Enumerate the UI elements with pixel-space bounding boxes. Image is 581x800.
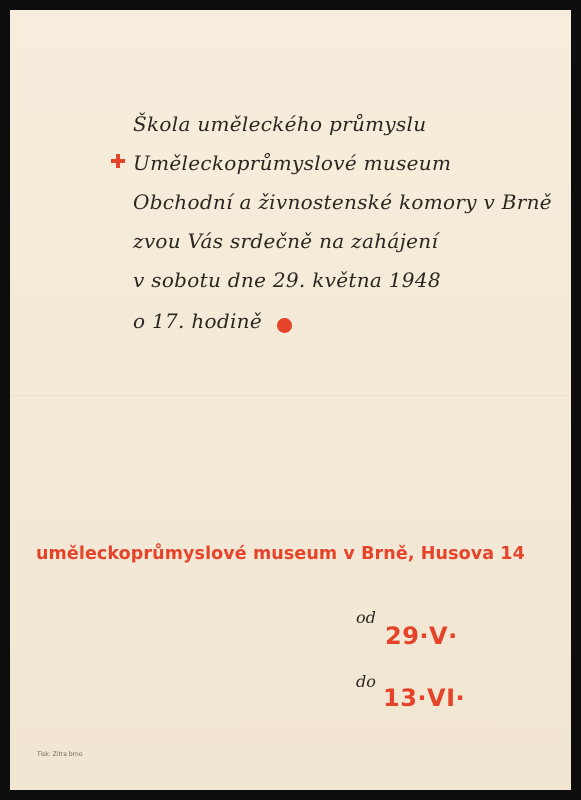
paper-fold — [10, 395, 571, 396]
invitation-line-museum: Uměleckoprůmyslové museum — [133, 151, 452, 175]
invitation-line-time: o 17. hodině — [133, 309, 263, 333]
to-label: do — [356, 672, 376, 691]
from-date: 29·V· — [385, 622, 458, 650]
red-cross-icon — [111, 154, 125, 168]
invitation-line-date: v sobotu dne 29. května 1948 — [133, 268, 441, 292]
from-label: od — [356, 608, 376, 627]
printer-imprint: Tisk: Zitra brno — [37, 751, 83, 758]
invitation-line-school: Škola uměleckého průmyslu — [133, 112, 427, 136]
invitation-sheet — [10, 10, 571, 790]
to-date: 13·VI· — [383, 684, 466, 712]
invitation-line-chamber: Obchodní a živnostenské komory v Brně — [133, 190, 552, 214]
invitation-line-invite: zvou Vás srdečně na zahájení — [133, 229, 439, 253]
red-dot-icon — [277, 318, 292, 333]
venue-line: uměleckoprůmyslové museum v Brně, Husova 14 — [36, 544, 525, 564]
